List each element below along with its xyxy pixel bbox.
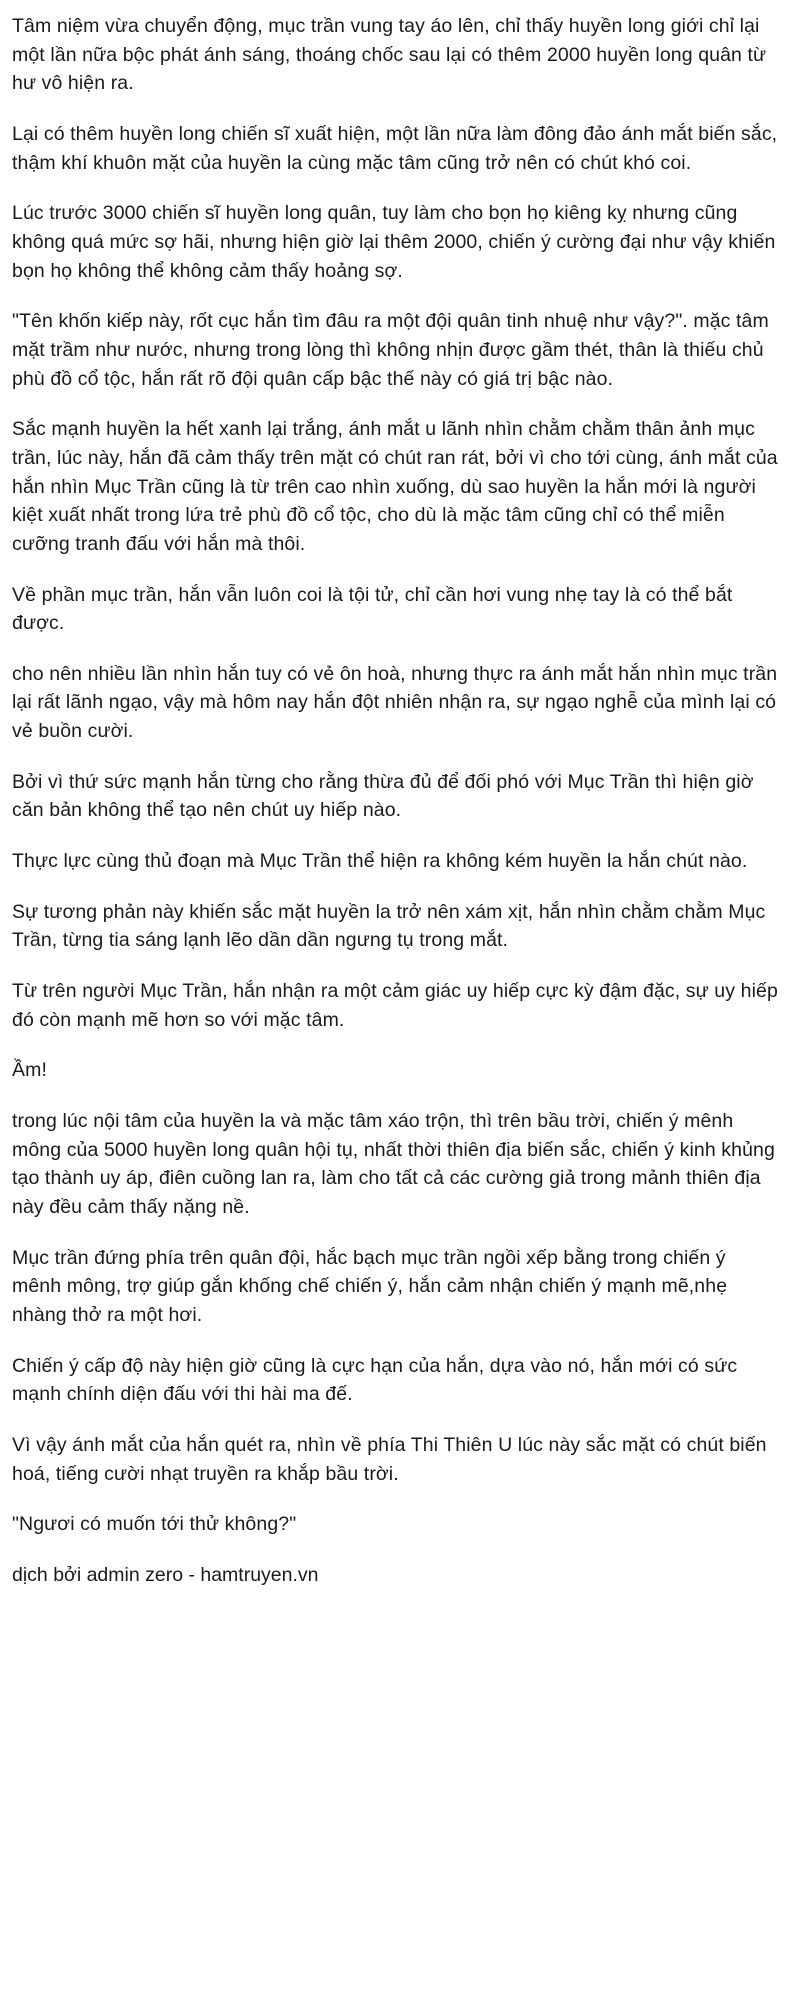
translator-credit: dịch bởi admin zero - hamtruyen.vn xyxy=(12,1563,319,1586)
chapter-paragraph: Về phần mục trần, hắn vẫn luôn coi là tội tử, chỉ cần hơi vung nhẹ tay là có thể bắt được. xyxy=(12,583,733,635)
chapter-paragraph: Vì vậy ánh mắt của hắn quét ra, nhìn về phía Thi Thiên U lúc này sắc mặt có chút biến hoá, tiếng cười nhạt truyền ra khắp bầu trời. xyxy=(12,1433,767,1485)
chapter-paragraph: Sắc mạnh huyền la hết xanh lại trắng, ánh mắt u lãnh nhìn chằm chằm thân ảnh mục trần, lúc này, hắn đã cảm thấy trên mặt có chút ran rát, bởi vì cho tới cùng, ánh mắt của hắn nhìn Mục Trần cũng là từ trên cao nhìn xuống, dù sao huyền la hắn mới là người kiệt xuất nhất trong lứa trẻ phù đồ cổ tộc, cho dù là mặc tâm cũng chỉ có thể miễn cưỡng tranh đấu với hắn mà thôi. xyxy=(12,418,778,555)
chapter-paragraph: "Ngươi có muốn tới thử không?" xyxy=(12,1513,297,1536)
chapter-paragraph: Lại có thêm huyền long chiến sĩ xuất hiện, một lần nữa làm đông đảo ánh mắt biến sắc, thậm khí khuôn mặt của huyền la cùng mặc tâm cũng trở nên có chút khó coi. xyxy=(12,122,778,174)
chapter-paragraph: Sự tương phản này khiến sắc mặt huyền la trở nên xám xịt, hắn nhìn chằm chằm Mục Trần, từng tia sáng lạnh lẽo dần dần ngưng tụ trong mắt. xyxy=(12,900,766,952)
chapter-paragraph: Mục trần đứng phía trên quân đội, hắc bạch mục trần ngồi xếp bằng trong chiến ý mênh mông, trợ giúp gắn khống chế chiến ý, hắn cảm nhận chiến ý mạnh mẽ,nhẹ nhàng thở ra một hơi. xyxy=(12,1246,728,1326)
chapter-paragraph: Lúc trước 3000 chiến sĩ huyền long quân, tuy làm cho bọn họ kiêng kỵ nhưng cũng không quá mức sợ hãi, nhưng hiện giờ lại thêm 2000, chiến ý cường đại như vậy khiến bọn họ không thể không cảm thấy hoảng sợ. xyxy=(12,202,776,282)
chapter-paragraph: cho nên nhiều lần nhìn hắn tuy có vẻ ôn hoà, nhưng thực ra ánh mắt hắn nhìn mục trần lại rất lãnh ngạo, vậy mà hôm nay hắn đột nhiên nhận ra, sự ngạo nghễ của mình lại có vẻ buồn cười. xyxy=(12,662,778,743)
chapter-paragraph: Tâm niệm vừa chuyển động, mục trần vung tay áo lên, chỉ thấy huyền long giới chỉ lại một lần nữa bộc phát ánh sáng, thoáng chốc sau lại có thêm 2000 huyền long quân từ hư vô hiện ra. xyxy=(12,15,767,95)
chapter-paragraph: Bởi vì thứ sức mạnh hắn từng cho rằng thừa đủ để đối phó với Mục Trần thì hiện giờ căn bản không thể tạo nên chút uy hiếp nào. xyxy=(12,770,754,822)
chapter-paragraph: Thực lực cùng thủ đoạn mà Mục Trần thể hiện ra không kém huyền la hắn chút nào. xyxy=(12,850,748,873)
chapter-paragraph: Ầm! xyxy=(12,1059,47,1082)
chapter-paragraph: Từ trên người Mục Trần, hắn nhận ra một cảm giác uy hiếp cực kỳ đậm đặc, sự uy hiếp đó còn mạnh mẽ hơn so với mặc tâm. xyxy=(12,980,778,1031)
chapter-paragraph: "Tên khốn kiếp này, rốt cục hắn tìm đâu ra một đội quân tinh nhuệ như vậy?". mặc tâm mặt trầm như nước, nhưng trong lòng thì không nhịn được gầm thét, thân là thiếu chủ phù đồ cổ tộc, hắn rất rõ đội quân cấp bậc thế này có giá trị bậc nào. xyxy=(12,310,769,390)
chapter-paragraph: Chiến ý cấp độ này hiện giờ cũng là cực hạn của hắn, dựa vào nó, hắn mới có sức mạnh chính diện đấu với thi hài ma đế. xyxy=(12,1354,738,1406)
chapter-paragraph: trong lúc nội tâm của huyền la và mặc tâm xáo trộn, thì trên bầu trời, chiến ý mênh mông của 5000 huyền long quân hội tụ, nhất thời thiên địa biến sắc, chiến ý kinh khủng tạo thành uy áp, điên cuồng lan ra, làm cho tất cả các cường giả trong mảnh thiên địa này đều cảm thấy nặng nề. xyxy=(12,1110,775,1218)
